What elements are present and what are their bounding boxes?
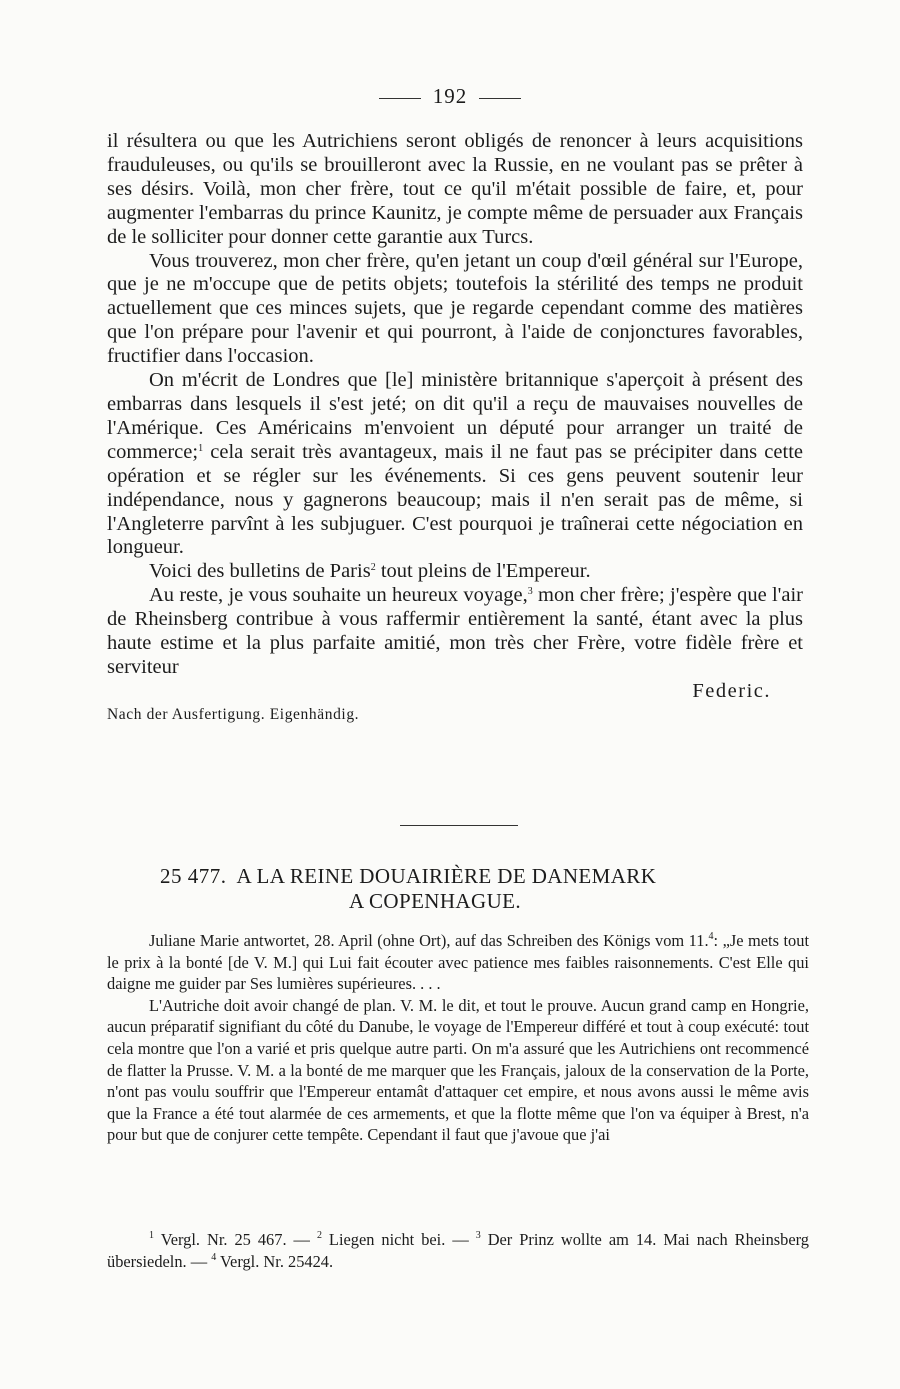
footnote-num-3: 3 [475, 1230, 481, 1241]
summary-paragraph-2: L'Autriche doit avoir changé de plan. V. M. le dit, et tout le prouve. Aucun grand camp en Hongrie, aucun préparatif signifiant du côté du Danube, le voyage de l'Empereur différé et tout à coup exécuté: tout cela montre que l'on a varié et pris quelque autre parti. On m'a assuré que les Autrichiens ont recommencé de flatter la Prusse. V. M. a la bonté de me marquer que les Français, jaloux de la conservation de la Porte, n'ont pas voulu souffrir que l'Empereur entamât d'attaquer cet empire, et nous avons aussi le même avis que la France a été tout alarmée de ces armements, et que la flotte même que l'on va équiper à Brest, n'a pour but que de conjurer cette tempête. Cependant il faut que j'avoue que j'ai [107, 995, 809, 1145]
letter-body [107, 130, 803, 726]
header-dash-left [379, 98, 421, 99]
footnotes [107, 1229, 809, 1273]
page-header [0, 84, 900, 109]
paragraph-2: Vous trouverez, mon cher frère, qu'en jetant un coup d'œil général sur l'Europe, que je ne m'occupe que de petits objets; toutefois la stérilité des temps ne produit actuellement que ces minces sujets, que je regarde cependant comme des matières que l'on prépare pour l'avenir et qui pourront, à l'aide de conjonctures favorables, fructifier dans l'occasion. [107, 249, 803, 368]
footnote-text-3: Der Prinz wollte am 14. Mai nach Rheinsberg übersiedeln. — [107, 1230, 810, 1271]
source-note: Nach der Ausfertigung. Eigenhändig. [107, 705, 360, 723]
paragraph-1: il résultera ou que les Autrichiens seront obligés de renoncer à leurs acquisitions frauduleuses, ou qu'ils se brouilleront avec la Russie, en ne voulant pas se prêter à ses désirs. Voilà, mon cher frère, tout ce qu'il m'était possible de faire, et, pour augmenter l'embarras du prince Kaunitz, je compte même de persuader aux Français de le solliciter pour donner cette garantie aux Turcs. [107, 130, 803, 248]
footnote-ref-1: 1 [198, 442, 204, 454]
summary-text [107, 930, 809, 1146]
paragraph-4-text-a: Voici des bulletins de Paris [149, 560, 371, 583]
paragraph-5-text-a: Au reste, je vous souhaite un heureux voyage, [149, 584, 528, 607]
paragraph-4 [107, 560, 803, 584]
header-dash-right [479, 98, 521, 99]
footnote-ref-4: 4 [708, 931, 714, 942]
summary-text-a: Juliane Marie antwortet, 28. April (ohne Ort), auf das Schreiben des Königs vom 11. [149, 931, 709, 950]
paragraph-4-text-b: tout pleins de l'Empereur. [375, 560, 591, 583]
paragraph-3-text-a: On m'écrit de Londres que [le] ministère britannique s'aperçoit à présent des embarras dans lesquels il s'est jeté; on dit qu'il a reçu de mauvaises nouvelles de l'Amérique. Ces Américains m'envoient un député pour arranger un traité de commerce; [107, 369, 803, 463]
letter-number: 25 477. [160, 864, 227, 888]
heading-line-1 [160, 864, 780, 889]
footnote-num-4: 4 [211, 1252, 217, 1263]
paragraph-5 [107, 584, 803, 680]
footnote-ref-2: 2 [370, 562, 376, 574]
footnote-ref-3: 3 [527, 586, 533, 598]
footnote-num-1: 1 [149, 1230, 154, 1241]
summary-paragraph-1 [107, 930, 809, 995]
signature: Federic. [692, 679, 771, 702]
heading-title: A LA REINE DOUAIRIÈRE DE DANEMARK [236, 864, 657, 888]
paragraph-3-text-b: cela serait très avantageux, mais il ne faut pas se précipiter dans cette opération et se régler sur les événements. Si ces gens peuvent soutenir leur indépendance, nous y gagnerons beaucoup; mais il n'en serait pas de même, si l'Angleterre parvînt à les subjuguer. C'est pourquoi je traînerai cette négociation en longueur. [107, 440, 803, 559]
footnote-text-4: Vergl. Nr. 25424. [216, 1252, 334, 1271]
page-number: 192 [432, 84, 468, 108]
footnote-num-2: 2 [316, 1230, 322, 1241]
footnote-text-2: Liegen nicht bei. — [321, 1230, 476, 1249]
paragraph-3 [107, 369, 803, 560]
footnote-text-1: Vergl. Nr. 25 467. — [154, 1230, 317, 1249]
heading-line-2: A COPENHAGUE. [348, 889, 522, 913]
footnote-line [107, 1229, 809, 1273]
section-divider [400, 825, 518, 826]
paragraph-5-text-b: mon cher frère; j'espère que l'air de Rheinsberg contribue à vous raffermir entièrement la santé, étant avec la plus haute estime et la plus parfaite amitié, mon très cher Frère, votre fidèle frère et serviteur [107, 584, 803, 678]
summary-text-b: : „Je mets tout le prix à la bonté [de V. M.] qui Lui fait écouter avec patience mes faibles raisonnements. C'est Elle qui daigne me guider par Ses lumières supérieures. . . . [107, 931, 809, 994]
letter-heading [160, 864, 780, 914]
